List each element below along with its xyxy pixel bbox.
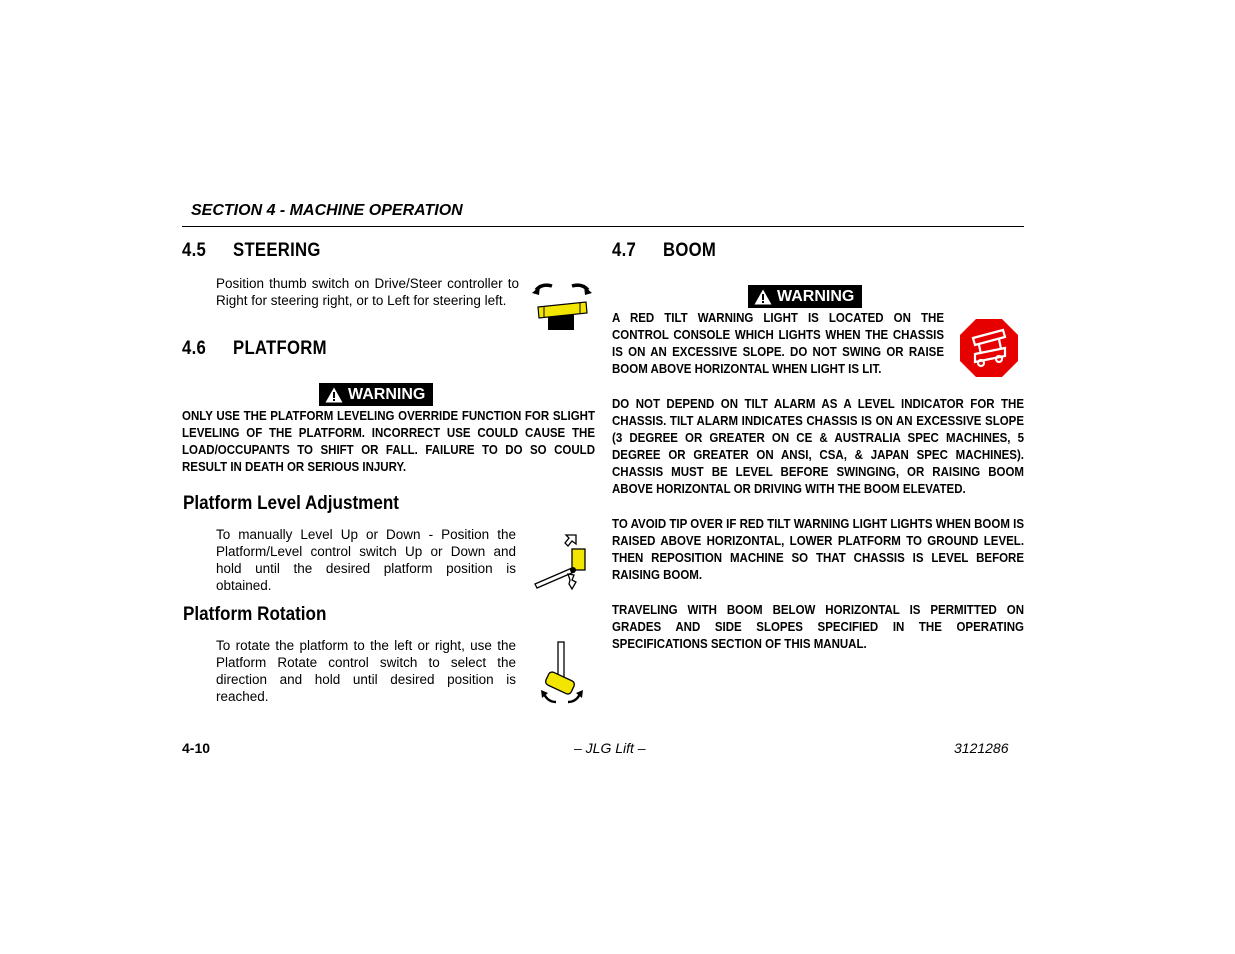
tilt-warning-light-icon <box>959 318 1019 378</box>
platform-level-body: To manually Level Up or Down - Position the Platform/Level control switch Up or Down and hold until the desired platform position is obtained. <box>216 527 516 593</box>
steering-number: 4.5 <box>182 240 207 261</box>
boom-warning-para1 <box>612 310 944 378</box>
steer-switch-icon <box>530 280 594 332</box>
boom-warning-para3-content: TO AVOID TIP OVER IF RED TILT WARNING LIGHT LIGHTS WHEN BOOM IS RAISED ABOVE HORIZONTAL, LOWER PLATFORM TO GROUND LEVEL. THEN REPOSITION MACHINE SO THAT CHASSIS IS LEVEL BEFORE RAISING BOOM. <box>612 517 1025 582</box>
boom-warning-para3 <box>612 516 1024 584</box>
platform-number: 4.6 <box>182 338 207 359</box>
platform-warning-label: WARNING <box>348 386 426 403</box>
platform-warning-text <box>182 408 595 476</box>
steering-title: STEERING <box>233 240 321 261</box>
boom-heading <box>612 240 716 262</box>
boom-warning-para2-content: DO NOT DEPEND ON TILT ALARM AS A LEVEL INDICATOR FOR THE CHASSIS. TILT ALARM INDICATES CHASSIS IS ON AN EXCESSIVE SLOPE (3 DEGREE OR GREATER ON CE & AUSTRALIA SPEC MACHINES, 5 DEGREE OR GREATER ON ANSI, CSA, & JAPAN SPEC MACHINES). CHASSIS MUST BE LEVEL BEFORE SWINGING, OR RAISING BOOM ABOVE HORIZONTAL OR DRIVING WITH THE BOOM ELEVATED. <box>612 397 1025 496</box>
platform-level-title: Platform Level Adjustment <box>183 493 400 514</box>
header-rule <box>182 226 1024 227</box>
doc-number: 3121286 <box>954 740 1009 756</box>
warning-triangle-icon <box>754 289 772 305</box>
boom-warning-label: WARNING <box>777 288 855 305</box>
boom-warning-para4-content: TRAVELING WITH BOOM BELOW HORIZONTAL IS PERMITTED ON GRADES AND SIDE SLOPES SPECIFIED IN THE OPERATING SPECIFICATIONS SECTION OF THIS MANUAL. <box>612 603 1025 651</box>
footer-center: – JLG Lift – <box>574 740 646 756</box>
platform-heading <box>182 338 327 360</box>
boom-title: BOOM <box>663 240 717 261</box>
warning-triangle-icon <box>325 387 343 403</box>
steering-body: Position thumb switch on Drive/Steer controller to Right for steering right, or to Left for steering left. <box>216 276 519 308</box>
boom-warning-para1-content: A RED TILT WARNING LIGHT IS LOCATED ON THE CONTROL CONSOLE WHICH LIGHTS WHEN THE CHASSIS IS ON AN EXCESSIVE SLOPE. DO NOT SWING OR RAISE BOOM ABOVE HORIZONTAL WHEN LIGHT IS LIT. <box>612 311 945 376</box>
page-number: 4-10 <box>182 740 211 756</box>
boom-warning-para2 <box>612 396 1024 498</box>
boom-warning-badge <box>748 285 862 308</box>
platform-warning-badge <box>319 383 433 406</box>
steering-heading <box>182 240 321 262</box>
platform-warning-text-content: ONLY USE THE PLATFORM LEVELING OVERRIDE FUNCTION FOR SLIGHT LEVELING OF THE PLATFORM. INCORRECT USE COULD CAUSE THE LOAD/OCCUPANTS TO SHIFT OR FALL. FAILURE TO DO SO COULD RESULT IN DEATH OR SERIOUS INJURY. <box>182 409 596 474</box>
platform-rotation-body: To rotate the platform to the left or right, use the Platform Rotate control switch to select the direction and hold until desired position is reached. <box>216 638 516 704</box>
platform-rotation-title: Platform Rotation <box>183 604 327 625</box>
level-switch-icon <box>532 532 588 592</box>
rotate-switch-icon <box>540 640 584 706</box>
platform-title: PLATFORM <box>233 338 327 359</box>
boom-warning-para4 <box>612 602 1024 653</box>
boom-number: 4.7 <box>612 240 637 261</box>
section-header: SECTION 4 - MACHINE OPERATION <box>191 202 463 219</box>
